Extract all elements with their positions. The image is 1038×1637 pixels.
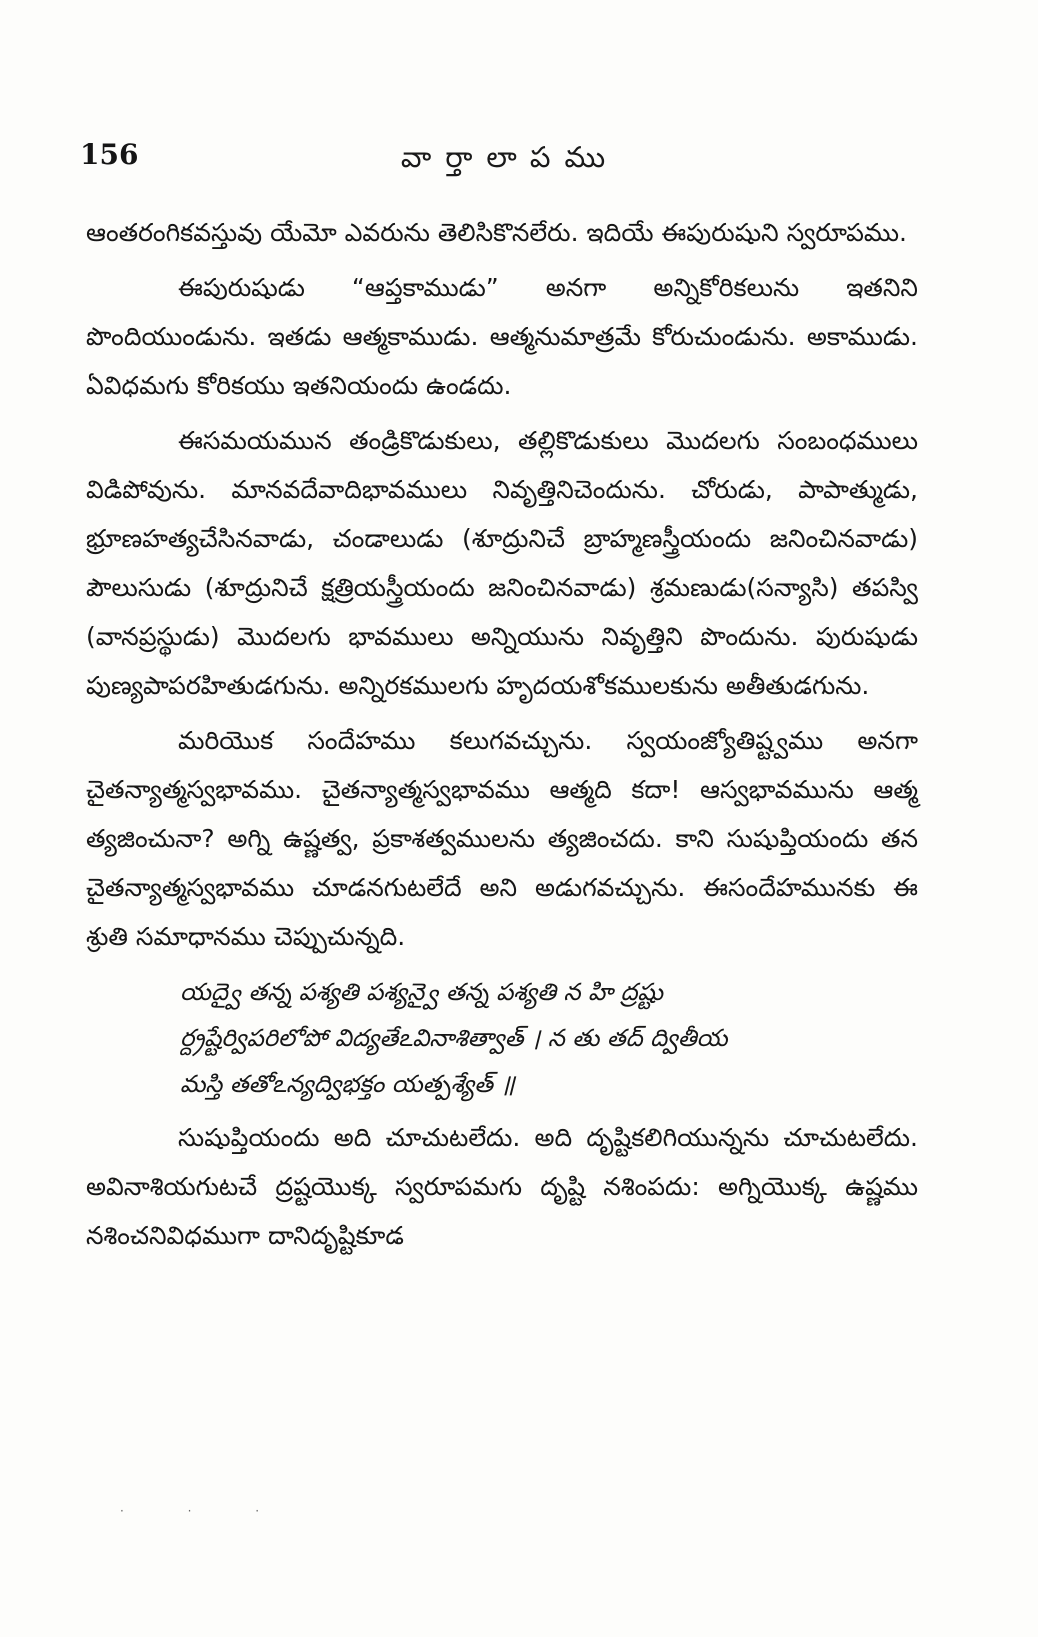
verse-line: ర్ద్రష్టేర్విపరిలోపో విద్యతేఽవినాశిత్వాత్ । న తు తద్ ద్వితీయ <box>180 1024 728 1052</box>
verse-line: మస్తి తతోఽన్యద్విభక్తం యత్పశ్యేత్ ॥ <box>180 1070 515 1098</box>
paragraph-4: మరియొక సందేహము కలుగవచ్చును. స్వయంజ్యోతిష్ట్వము అనగా చైతన్యాత్మస్వభావము. చైతన్యాత్మస్వభావము ఆత్మది కదా! ఆస్వభావమును ఆత్మ త్యజించునా? అగ్ని ఉష్ణత్వ, ప్రకాశత్వములను త్యజించదు. కాని సుషుప్తియందు తన చైతన్యాత్మస్వభావము చూడనగుటలేదే అని అడుగవచ్చును. ఈసందేహమునకు ఈ శ్రుతి సమాధానము చెప్పుచున్నది. <box>86 726 918 951</box>
paragraph-1: ఆంతరంగికవస్తువు యేమో ఎవరును తెలిసికొనలేరు. ఇదియే ఈపురుషుని స్వరూపము. <box>86 218 907 247</box>
running-title: వార్తాలాపము <box>400 140 620 174</box>
footer-marks: · · · <box>120 1504 290 1518</box>
paragraph-2: ఈపురుషుడు “ఆప్తకాముడు” అనగా అన్నికోరికలును ఇతనిని పొందియుండును. ఇతడు ఆత్మకాముడు. ఆత్మనుమాత్రమే కోరుచుండును. అకాముడు. ఏవిధమగు కోరికయు ఇతనియందు ఉండదు. <box>86 273 918 400</box>
paragraph-3: ఈసమయమున తండ్రికొడుకులు, తల్లికొడుకులు మొదలగు సంబంధములు విడిపోవును. మానవదేవాదిభావములు నివృత్తినిచెందును. చోరుడు, పాపాత్ముడు, భ్రూణహత్యచేసినవాడు, చండాలుడు (శూద్రునిచే బ్రాహ్మణస్త్రీయందు జనించినవాడు) పౌలుసుడు (శూద్రునిచే క్షత్రియస్త్రీయందు జనించినవాడు) శ్రమణుడు(సన్యాసి) తపస్వి (వానప్రస్థుడు) మొదలగు భావములు అన్నియును నివృత్తిని పొందును. పురుషుడు పుణ్యపాపరహితుడగును. అన్నిరకములగు హృదయశోకములకును అతీతుడగును. <box>86 426 918 700</box>
closing-paragraph: సుషుప్తియందు అది చూచుటలేదు. అది దృష్టికలిగియున్నను చూచుటలేదు. అవినాశియగుటచే ద్రష్టయొక్క స్వరూపమగు దృష్టి నశింపదు: అగ్నియొక్క ఉష్ణము నశించనివిధముగా దానిదృష్టికూడ <box>86 1123 918 1250</box>
page-number: 156 <box>80 138 139 171</box>
verse-line: యద్వై తన్న పశ్యతి పశ్యన్వై తన్న పశ్యతి న హి ద్రష్టు <box>180 978 663 1006</box>
sanskrit-verse <box>180 969 918 1107</box>
body-text <box>86 208 918 1260</box>
page-header <box>80 138 940 188</box>
